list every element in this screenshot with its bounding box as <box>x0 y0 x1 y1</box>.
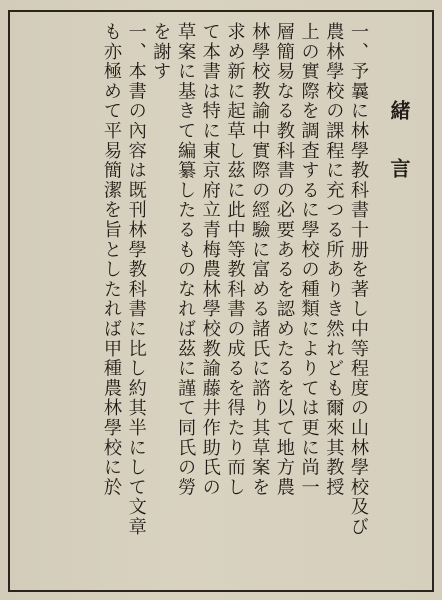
text-column: て本書は特に東京府立青梅農林學校教諭藤井作助氏の <box>199 22 221 498</box>
page-title: 緒言 <box>387 100 411 216</box>
text-column: を謝す <box>150 22 172 82</box>
text-column: も亦極めて平易簡潔を旨としたれば甲種農林學校に於 <box>100 22 122 498</box>
text-column: 農林學校の課程に充つる所ありき然れども爾來其教授 <box>323 22 345 498</box>
preface-text <box>26 22 370 580</box>
text-column: 一、本書の內容は既刊林學教科書に比し約其半にして文章 <box>125 22 147 537</box>
text-column: 上の實際を調査するに學校の種類によりては更に尚一 <box>298 22 320 498</box>
text-column: 層簡易なる教科書の必要あるを認めたるを以て地方農 <box>273 22 295 498</box>
text-column: 草案に基きて編纂したるものなれば茲に謹て同氏の勞 <box>175 22 197 498</box>
text-column: 林學校教諭中實際の經驗に富める諸氏に諮り其草案を <box>249 22 271 498</box>
text-column: 求め新に起草し茲に此中等教科書の成るを得たり而し <box>224 22 246 498</box>
text-column: 一、予曩に林學教科書十册を著し中等程度の山林學校及び <box>348 22 369 537</box>
